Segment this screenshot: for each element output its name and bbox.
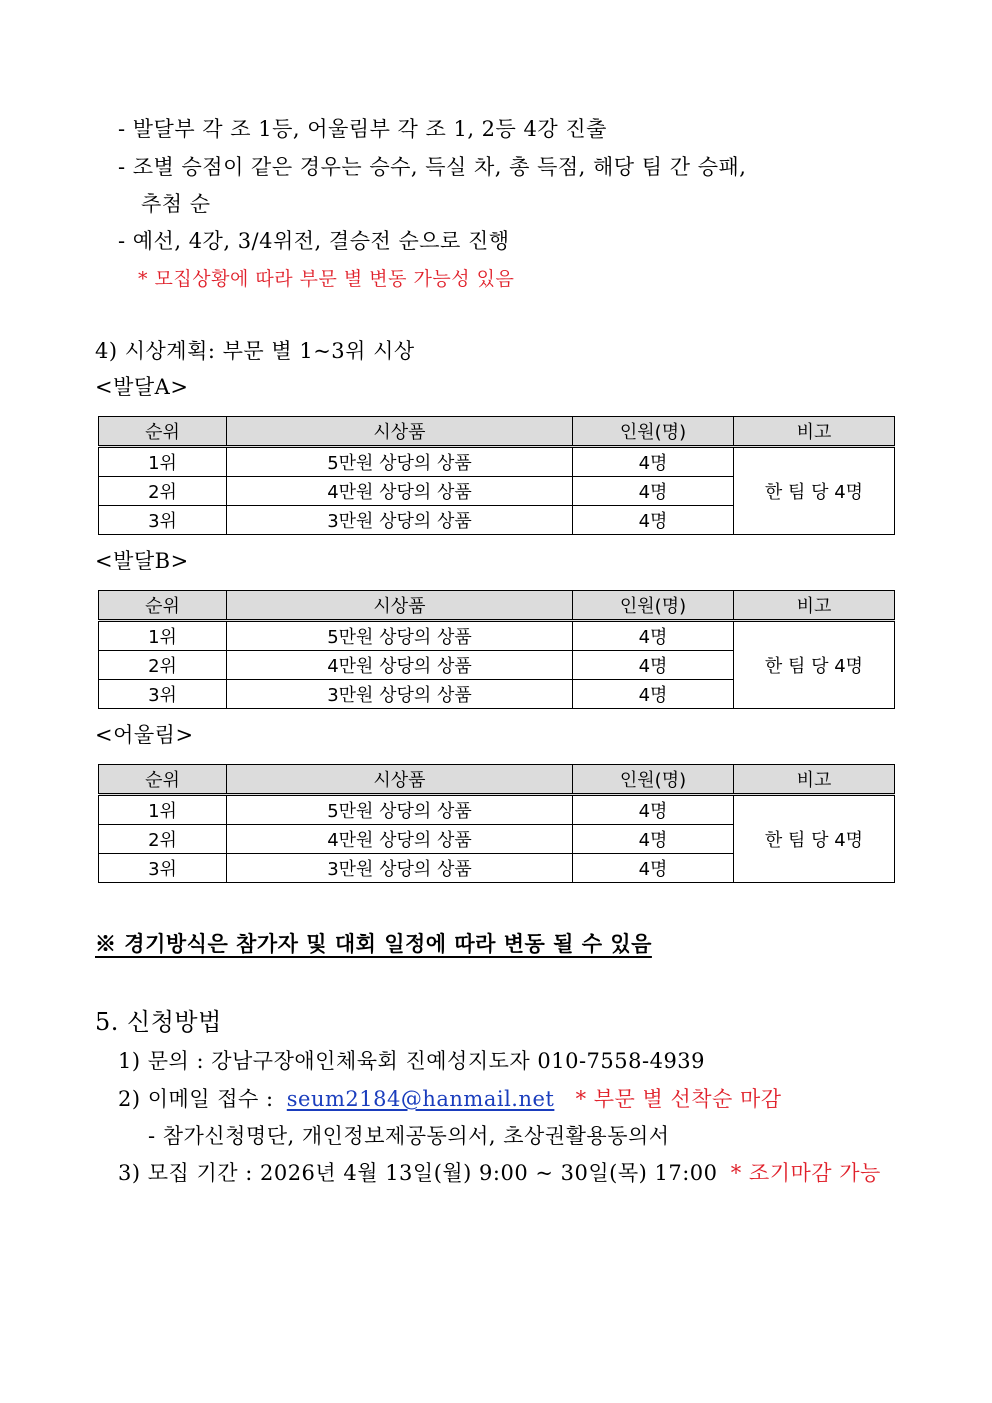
header-rank: 순위 xyxy=(99,765,227,795)
count-cell: 4명 xyxy=(573,477,734,506)
rank-cell: 3위 xyxy=(99,506,227,535)
rule-tiebreak-cont: 추첨 순 xyxy=(141,192,211,216)
header-count: 인원(명) xyxy=(573,591,734,621)
remark-cell: 한 팀 당 4명 xyxy=(734,621,895,709)
header-remark: 비고 xyxy=(734,591,895,621)
table-title-c: <어울림> xyxy=(95,723,194,747)
rule-order: - 예선, 4강, 3/4위전, 결승전 순으로 진행 xyxy=(118,229,510,253)
prize-cell: 5만원 상당의 상품 xyxy=(227,621,573,651)
count-cell: 4명 xyxy=(573,651,734,680)
count-cell: 4명 xyxy=(573,854,734,883)
apply-documents: - 참가신청명단, 개인정보제공동의서, 초상권활용동의서 xyxy=(148,1124,670,1148)
apply-period: 3) 모집 기간 : 2026년 4월 13일(월) 9:00 ~ 30일(목) 17:00 xyxy=(118,1161,718,1185)
count-cell: 4명 xyxy=(573,447,734,477)
prize-cell: 3만원 상당의 상품 xyxy=(227,506,573,535)
rank-cell: 1위 xyxy=(99,447,227,477)
header-remark: 비고 xyxy=(734,417,895,447)
count-cell: 4명 xyxy=(573,680,734,709)
prize-cell: 4만원 상당의 상품 xyxy=(227,477,573,506)
apply-email-label: 2) 이메일 접수 : xyxy=(118,1087,274,1111)
table-title-a: <발달A> xyxy=(95,375,189,399)
header-rank: 순위 xyxy=(99,591,227,621)
prize-cell: 5만원 상당의 상품 xyxy=(227,447,573,477)
email-note: * 부문 별 선착순 마감 xyxy=(575,1087,782,1111)
prize-cell: 3만원 상당의 상품 xyxy=(227,854,573,883)
awards-heading: 4) 시상계획: 부문 별 1~3위 시상 xyxy=(95,339,415,363)
award-table-a xyxy=(98,416,895,535)
rank-cell: 3위 xyxy=(99,680,227,709)
rank-cell: 2위 xyxy=(99,825,227,854)
rank-cell: 1위 xyxy=(99,795,227,825)
table-row xyxy=(99,621,895,651)
rule-advance: - 발달부 각 조 1등, 어울림부 각 조 1, 2등 4강 진출 xyxy=(118,117,607,141)
header-prize: 시상품 xyxy=(227,765,573,795)
table-row xyxy=(99,795,895,825)
prize-cell: 5만원 상당의 상품 xyxy=(227,795,573,825)
email-link[interactable]: seum2184@hanmail.net xyxy=(286,1087,555,1111)
format-change-notice: ※ 경기방식은 참가자 및 대회 일정에 따라 변동 될 수 있음 xyxy=(95,931,652,956)
apply-period-line xyxy=(118,1158,881,1188)
prize-cell: 4만원 상당의 상품 xyxy=(227,651,573,680)
table-title-b: <발달B> xyxy=(95,549,189,573)
award-table-c xyxy=(98,764,895,883)
header-remark: 비고 xyxy=(734,765,895,795)
table-row xyxy=(99,447,895,477)
count-cell: 4명 xyxy=(573,825,734,854)
count-cell: 4명 xyxy=(573,621,734,651)
rank-cell: 2위 xyxy=(99,651,227,680)
header-prize: 시상품 xyxy=(227,417,573,447)
rule-tiebreak: - 조별 승점이 같은 경우는 승수, 득실 차, 총 득점, 해당 팀 간 승패, xyxy=(118,155,747,179)
header-prize: 시상품 xyxy=(227,591,573,621)
rule-note: * 모집상황에 따라 부문 별 변동 가능성 있음 xyxy=(138,268,515,290)
remark-cell: 한 팀 당 4명 xyxy=(734,447,895,535)
award-table-b xyxy=(98,590,895,709)
rank-cell: 1위 xyxy=(99,621,227,651)
period-note: * 조기마감 가능 xyxy=(730,1161,881,1185)
rank-cell: 2위 xyxy=(99,477,227,506)
header-rank: 순위 xyxy=(99,417,227,447)
count-cell: 4명 xyxy=(573,795,734,825)
rank-cell: 3위 xyxy=(99,854,227,883)
prize-cell: 4만원 상당의 상품 xyxy=(227,825,573,854)
header-count: 인원(명) xyxy=(573,765,734,795)
apply-heading: 5. 신청방법 xyxy=(95,1008,222,1036)
header-count: 인원(명) xyxy=(573,417,734,447)
prize-cell: 3만원 상당의 상품 xyxy=(227,680,573,709)
apply-inquiry: 1) 문의 : 강남구장애인체육회 진예성지도자 010-7558-4939 xyxy=(118,1049,706,1073)
apply-email-line xyxy=(118,1084,782,1114)
remark-cell: 한 팀 당 4명 xyxy=(734,795,895,883)
count-cell: 4명 xyxy=(573,506,734,535)
